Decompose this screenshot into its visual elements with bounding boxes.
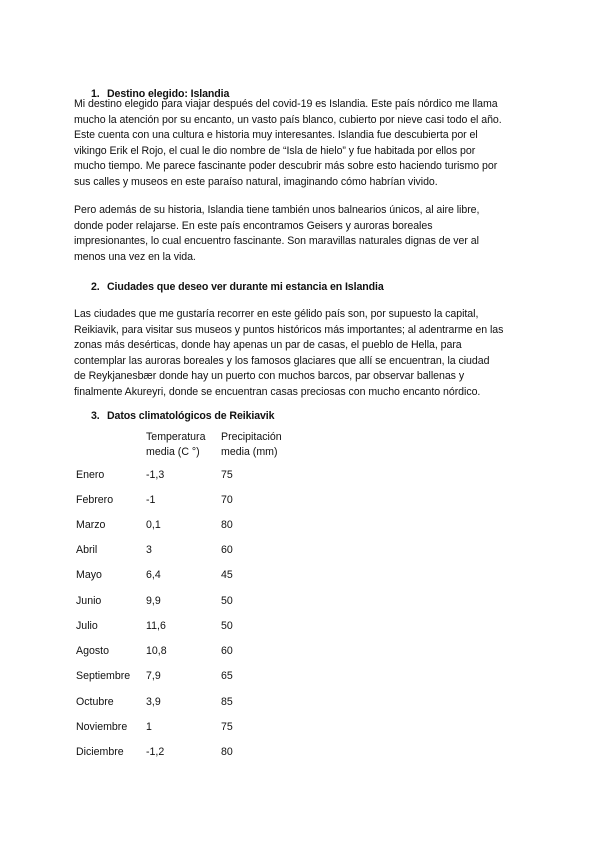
paragraph-intro	[74, 97, 544, 191]
temperature-cell: 0,1	[146, 519, 161, 531]
paragraph-line: finalmente Akureyri, donde se encuentran casas preciosas con mucho encanto nórdico.	[74, 385, 481, 398]
precipitation-cell: 60	[221, 645, 233, 657]
table-header-precipitation	[221, 430, 282, 459]
temperature-cell: -1	[146, 494, 156, 506]
precipitation-cell: 50	[221, 595, 233, 607]
section-title: Ciudades que deseo ver durante mi estancia en Islandia	[107, 281, 384, 293]
temperature-cell: 3	[146, 544, 152, 556]
section-heading-3	[91, 410, 274, 422]
precipitation-cell: 80	[221, 746, 233, 758]
paragraph-line: Este cuenta con una cultura e historia muy interesantes. Islandia fue descubierta por el	[74, 129, 478, 142]
section-title: Destino elegido: Islandia	[107, 88, 230, 100]
temperature-cell: 6,4	[146, 569, 161, 581]
paragraph-cities	[74, 307, 544, 401]
month-cell: Marzo	[76, 519, 106, 531]
precipitation-cell: 65	[221, 670, 233, 682]
month-cell: Octubre	[76, 696, 114, 708]
header-line: media (C °)	[146, 445, 200, 458]
month-cell: Enero	[76, 469, 105, 481]
paragraph-line: zonas más desérticas, donde hay apenas un par de casas, el pueblo de Hella, para	[74, 339, 462, 352]
month-cell: Mayo	[76, 569, 102, 581]
paragraph-line: vikingo Erik el Rojo, el cual le dio nombre de “Isla de hielo” y fue habitada por ellos por	[74, 144, 476, 157]
section-number: 3.	[91, 410, 100, 422]
precipitation-cell: 60	[221, 544, 233, 556]
paragraph-history	[74, 203, 544, 265]
temperature-cell: 10,8	[146, 645, 167, 657]
header-line: Temperatura	[146, 431, 206, 443]
paragraph-line: donde poder relajarse. En este país encontramos Geisers y auroras boreales	[74, 219, 433, 232]
precipitation-cell: 70	[221, 494, 233, 506]
paragraph-line: sus calles y museos en este paraíso natural, imaginando cómo habrían vivido.	[74, 175, 438, 188]
paragraph-line: Las ciudades que me gustaría recorrer en este gélido país son, por supuesto la capital,	[74, 308, 479, 320]
precipitation-cell: 45	[221, 569, 233, 581]
section-heading-2	[91, 281, 384, 293]
header-line: media (mm)	[221, 445, 278, 458]
precipitation-cell: 75	[221, 721, 233, 733]
section-number: 1.	[91, 88, 100, 100]
paragraph-line: contemplar las auroras boreales y los famosos glaciares que allí se encuentran, la ciudad	[74, 354, 490, 367]
month-cell: Abril	[76, 544, 98, 556]
temperature-cell: 1	[146, 721, 152, 733]
month-cell: Febrero	[76, 494, 114, 506]
temperature-cell: 7,9	[146, 670, 161, 682]
paragraph-line: mucho la atención por su encanto, un vasto país blanco, cubierto por nieve casi todo el año.	[74, 113, 502, 126]
precipitation-cell: 80	[221, 519, 233, 531]
month-cell: Diciembre	[76, 746, 124, 758]
precipitation-cell: 50	[221, 620, 233, 632]
paragraph-line: impresionantes, lo cual encuentro fascinante. Son maravillas naturales dignas de ver al	[74, 235, 479, 248]
paragraph-line: de Reykjanesbær donde hay un puerto con muchos barcos, par observar ballenas y	[74, 370, 465, 383]
temperature-cell: 3,9	[146, 696, 161, 708]
precipitation-cell: 85	[221, 696, 233, 708]
paragraph-line: Pero además de su historia, Islandia tiene también unos balnearios únicos, al aire libre,	[74, 204, 480, 216]
paragraph-line: Reikiavik, para visitar sus museos y puntos históricos más importantes; al adentrarme en las	[74, 323, 504, 336]
section-title: Datos climatológicos de Reikiavik	[107, 410, 275, 422]
paragraph-line: Mi destino elegido para viajar después del covid-19 es Islandia. Este país nórdico me llama	[74, 98, 498, 110]
temperature-cell: 9,9	[146, 595, 161, 607]
month-cell: Julio	[76, 620, 98, 632]
precipitation-cell: 75	[221, 469, 233, 481]
month-cell: Noviembre	[76, 721, 128, 733]
month-cell: Agosto	[76, 645, 109, 657]
month-cell: Septiembre	[76, 670, 131, 682]
section-number: 2.	[91, 281, 100, 293]
temperature-cell: -1,3	[146, 469, 165, 481]
paragraph-line: mucho tiempo. Me parece fascinante poder descubrir más sobre esto haciendo turismo por	[74, 160, 498, 173]
paragraph-line: menos una vez en la vida.	[74, 250, 196, 263]
temperature-cell: -1,2	[146, 746, 165, 758]
header-line: Precipitación	[221, 431, 282, 443]
month-cell: Junio	[76, 595, 102, 607]
temperature-cell: 11,6	[146, 620, 166, 632]
table-header-temperature	[146, 430, 205, 459]
